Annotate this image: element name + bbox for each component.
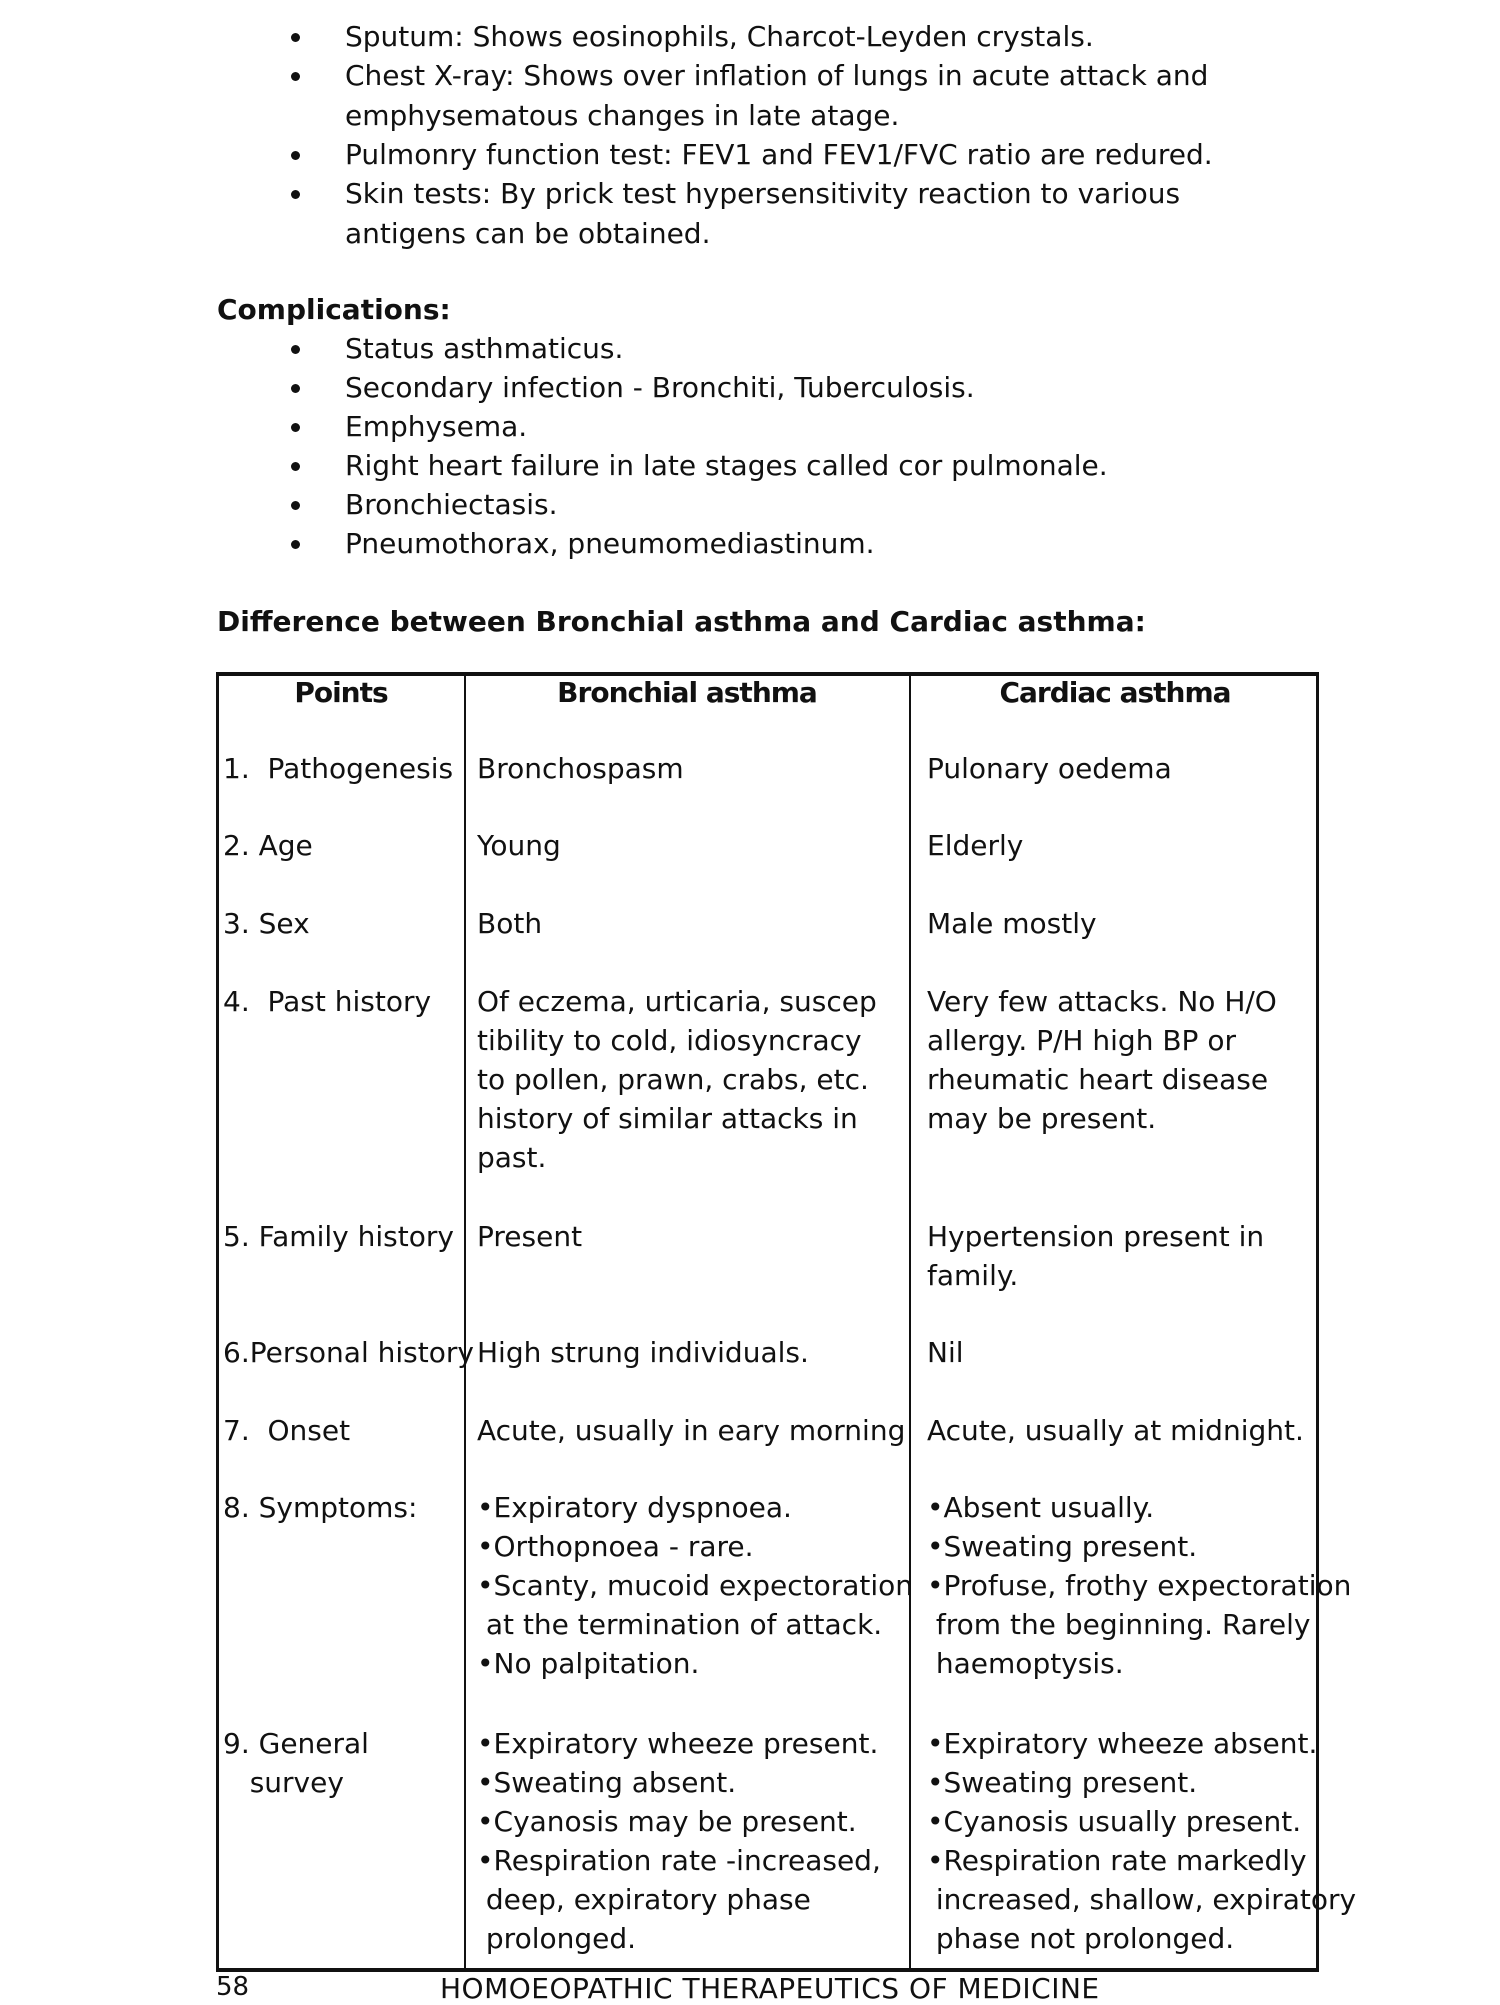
- table-cell-bronchial: [477, 1488, 913, 1683]
- complication-item: Pneumothorax, pneumomediastinum.: [345, 527, 875, 560]
- cell-line: past.: [477, 1141, 547, 1174]
- cell-line: 9. General: [223, 1727, 369, 1760]
- cell-line: Hypertension present in: [927, 1220, 1265, 1253]
- cell-line: •Sweating absent.: [477, 1766, 737, 1799]
- column-header: Bronchial asthma: [557, 676, 817, 709]
- cell-line: may be present.: [927, 1102, 1157, 1135]
- cell-line: Of eczema, urticaria, suscep: [477, 985, 877, 1018]
- table-cell-cardiac: [927, 826, 1023, 865]
- column-divider: [909, 676, 911, 1968]
- comparison-table: [216, 672, 1357, 1972]
- complication-item: Secondary infection - Bronchiti, Tuberculosis.: [345, 371, 975, 404]
- table-cell-point: [223, 1724, 369, 1802]
- cell-line: •Absent usually.: [927, 1491, 1155, 1524]
- complication-item: Status asthmaticus.: [345, 332, 624, 365]
- cell-line: •Profuse, frothy expectoration: [927, 1569, 1352, 1602]
- cell-line: survey: [223, 1766, 344, 1799]
- cell-line: Both: [477, 907, 543, 940]
- table-cell-bronchial: [477, 1724, 881, 1958]
- investigation-line: Sputum: Shows eosinophils, Charcot-Leyden crystals.: [345, 20, 1094, 53]
- table-cell-point: [223, 1333, 474, 1372]
- cell-line: •Sweating present.: [927, 1530, 1198, 1563]
- bullet-icon: [291, 540, 300, 549]
- bullet-icon: [291, 72, 300, 81]
- running-footer-title: HOMOEOPATHIC THERAPEUTICS OF MEDICINE: [440, 1972, 1100, 2005]
- cell-line: 6.Personal history: [223, 1336, 474, 1369]
- complication-item: Right heart failure in late stages called cor pulmonale.: [345, 449, 1108, 482]
- table-cell-bronchial: [477, 1217, 582, 1256]
- cell-line: to pollen, prawn, crabs, etc.: [477, 1063, 869, 1096]
- cell-line: Elderly: [927, 829, 1024, 862]
- cell-line: 1. Pathogenesis: [223, 752, 454, 785]
- bullet-icon: [291, 345, 300, 354]
- bullet-icon: [291, 462, 300, 471]
- cell-line: 7. Onset: [223, 1414, 351, 1447]
- cell-line: 3. Sex: [223, 907, 310, 940]
- cell-line: tibility to cold, idiosyncracy: [477, 1024, 862, 1057]
- table-cell-cardiac: [927, 749, 1172, 788]
- cell-line: Acute, usually in eary morning: [477, 1414, 906, 1447]
- cell-line: at the termination of attack.: [477, 1608, 883, 1641]
- cell-line: allergy. P/H high BP or: [927, 1024, 1236, 1057]
- cell-line: •Expiratory dyspnoea.: [477, 1491, 792, 1524]
- cell-line: 5. Family history: [223, 1220, 454, 1253]
- cell-line: Present: [477, 1220, 583, 1253]
- table-cell-point: [223, 982, 431, 1021]
- bullet-icon: [291, 384, 300, 393]
- complication-item: Emphysema.: [345, 410, 528, 443]
- bullet-icon: [291, 190, 300, 199]
- bullet-icon: [291, 423, 300, 432]
- cell-line: from the beginning. Rarely: [927, 1608, 1311, 1641]
- investigation-line: Skin tests: By prick test hypersensitivity reaction to various: [345, 177, 1181, 210]
- complications-heading: Complications:: [217, 293, 451, 326]
- cell-line: rheumatic heart disease: [927, 1063, 1269, 1096]
- cell-line: deep, expiratory phase: [477, 1883, 811, 1916]
- table-cell-bronchial: [477, 826, 561, 865]
- cell-line: Young: [477, 829, 561, 862]
- table-cell-point: [223, 1488, 417, 1527]
- cell-line: •Respiration rate markedly: [927, 1844, 1307, 1877]
- cell-line: Nil: [927, 1336, 964, 1369]
- cell-line: phase not prolonged.: [927, 1922, 1235, 1955]
- investigation-line: antigens can be obtained.: [345, 217, 711, 250]
- bullet-icon: [291, 33, 300, 42]
- page-number: 58: [216, 1972, 250, 2002]
- table-cell-point: [223, 1411, 350, 1450]
- table-cell-cardiac: [927, 1724, 1356, 1958]
- table-cell-bronchial: [477, 1333, 809, 1372]
- table-cell-cardiac: [927, 1217, 1264, 1295]
- table-cell-cardiac: [927, 982, 1277, 1138]
- column-header: Points: [294, 676, 388, 709]
- table-cell-point: [223, 904, 310, 943]
- cell-line: 4. Past history: [223, 985, 432, 1018]
- table-cell-point: [223, 826, 313, 865]
- cell-line: •Cyanosis may be present.: [477, 1805, 857, 1838]
- cell-line: Pulonary oedema: [927, 752, 1172, 785]
- cell-line: history of similar attacks in: [477, 1102, 858, 1135]
- cell-line: •Respiration rate -increased,: [477, 1844, 881, 1877]
- investigation-line: Chest X-ray: Shows over inflation of lungs in acute attack and: [345, 59, 1209, 92]
- table-cell-cardiac: [927, 1488, 1351, 1683]
- cell-line: haemoptysis.: [927, 1647, 1124, 1680]
- table-cell-bronchial: [477, 904, 542, 943]
- cell-line: •Expiratory wheeze present.: [477, 1727, 879, 1760]
- cell-line: increased, shallow, expiratory: [927, 1883, 1357, 1916]
- table-cell-bronchial: [477, 982, 877, 1177]
- table-cell-cardiac: [927, 1411, 1304, 1450]
- cell-line: Bronchospasm: [477, 752, 684, 785]
- cell-line: •No palpitation.: [477, 1647, 700, 1680]
- table-cell-cardiac: [927, 904, 1097, 943]
- cell-line: •Cyanosis usually present.: [927, 1805, 1302, 1838]
- investigation-line: emphysematous changes in late atage.: [345, 99, 900, 132]
- cell-line: Very few attacks. No H/O: [927, 985, 1277, 1018]
- cell-line: •Scanty, mucoid expectoration: [477, 1569, 914, 1602]
- bullet-icon: [291, 151, 300, 160]
- cell-line: Male mostly: [927, 907, 1097, 940]
- table-cell-cardiac: [927, 1333, 964, 1372]
- cell-line: 2. Age: [223, 829, 313, 862]
- bullet-icon: [291, 501, 300, 510]
- cell-line: •Expiratory wheeze absent.: [927, 1727, 1318, 1760]
- table-cell-bronchial: [477, 749, 684, 788]
- cell-line: prolonged.: [477, 1922, 637, 1955]
- table-cell-point: [223, 749, 453, 788]
- column-header: Cardiac asthma: [999, 676, 1231, 709]
- cell-line: 8. Symptoms:: [223, 1491, 418, 1524]
- cell-line: •Orthopnoea - rare.: [477, 1530, 754, 1563]
- column-divider: [464, 676, 466, 1968]
- cell-line: •Sweating present.: [927, 1766, 1198, 1799]
- table-cell-point: [223, 1217, 454, 1256]
- complication-item: Bronchiectasis.: [345, 488, 558, 521]
- cell-line: family.: [927, 1259, 1019, 1292]
- cell-line: High strung individuals.: [477, 1336, 809, 1369]
- investigation-line: Pulmonry function test: FEV1 and FEV1/FVC ratio are redured.: [345, 138, 1213, 171]
- cell-line: Acute, usually at midnight.: [927, 1414, 1304, 1447]
- table-cell-bronchial: [477, 1411, 905, 1450]
- difference-heading: Difference between Bronchial asthma and Cardiac asthma:: [217, 605, 1146, 638]
